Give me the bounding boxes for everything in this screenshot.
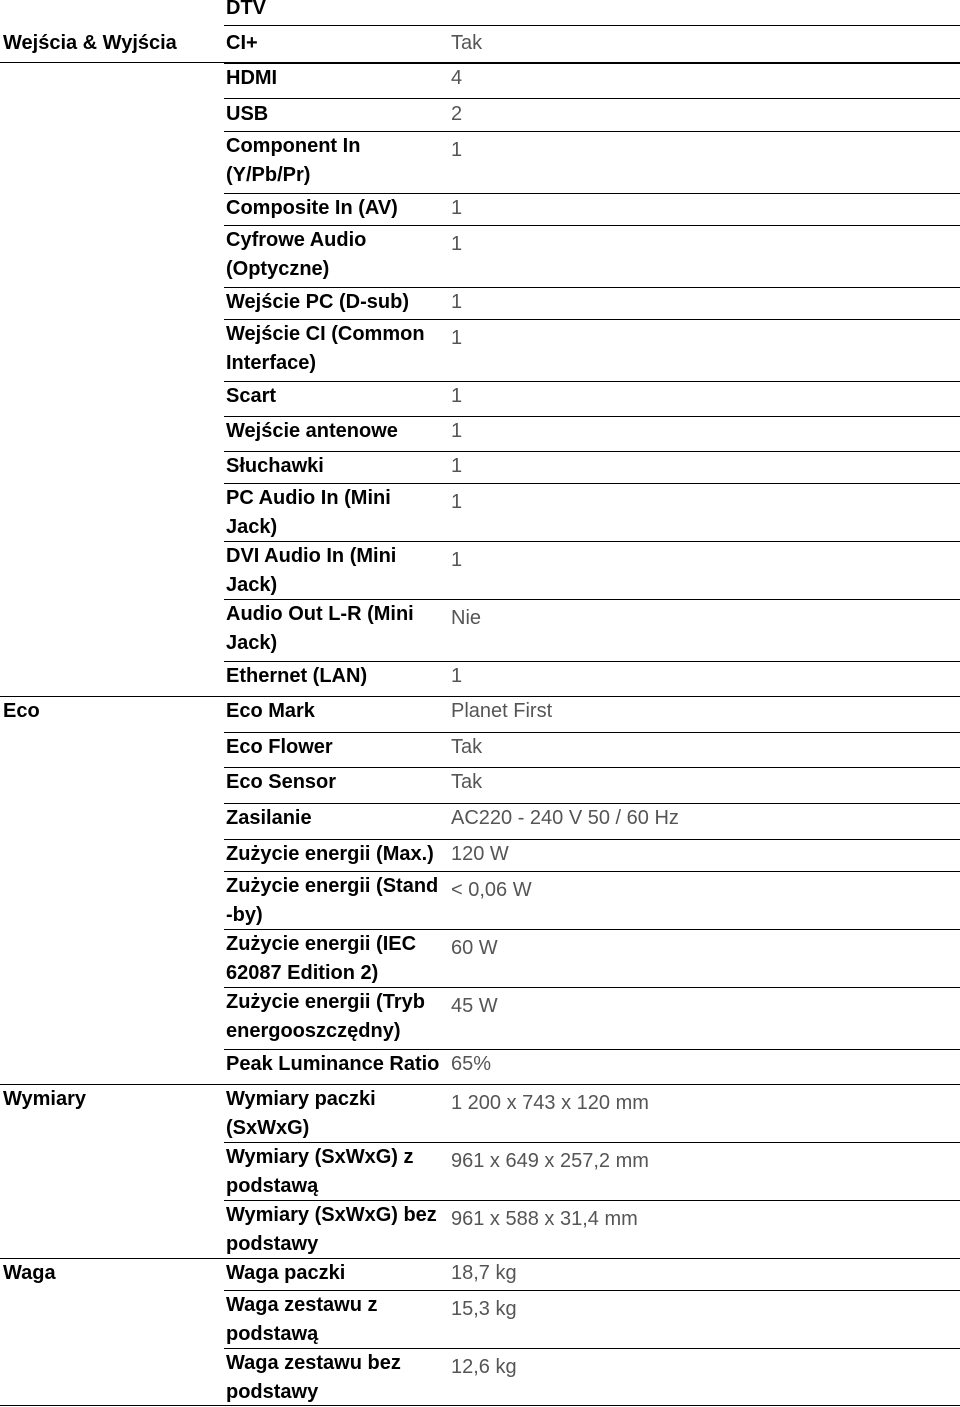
spec-value: 1 — [451, 385, 463, 407]
spec-label: CI+ — [226, 32, 258, 54]
spec-label: Wejście CI (Common Interface) — [226, 323, 425, 374]
spec-value: 1 — [451, 665, 463, 687]
spec-value: 12,6 kg — [451, 1356, 517, 1378]
spec-label: Wymiary paczki (SxWxG) — [226, 1088, 376, 1139]
spec-label: Słuchawki — [226, 455, 324, 477]
spec-label: PC Audio In (Mini Jack) — [226, 487, 391, 538]
spec-label: Peak Luminance Ratio — [226, 1053, 440, 1075]
section-category: Wejścia & Wyjścia — [3, 32, 177, 54]
spec-label: Zasilanie — [226, 807, 312, 829]
spec-value: Planet First — [451, 700, 553, 722]
spec-value: Tak — [451, 771, 483, 793]
spec-value: 1 — [451, 291, 463, 313]
spec-value: 60 W — [451, 937, 498, 959]
spec-value: 1 — [451, 139, 463, 161]
section-category: Wymiary — [3, 1088, 87, 1110]
spec-label: Ethernet (LAN) — [226, 665, 368, 687]
spec-value: Nie — [451, 607, 482, 629]
spec-label: Wejście antenowe — [226, 420, 398, 442]
spec-value: 45 W — [451, 995, 498, 1017]
spec-value: 1 — [451, 420, 463, 442]
spec-value: 1 — [451, 491, 463, 513]
spec-value: 1 — [451, 197, 463, 219]
spec-label: Eco Mark — [226, 700, 315, 722]
spec-label: HDMI — [226, 67, 278, 89]
spec-label: Scart — [226, 385, 277, 407]
section-category: Waga — [3, 1262, 56, 1284]
spec-label: Zużycie energii (Max.) — [226, 843, 434, 865]
section-separator — [0, 1084, 960, 1085]
section-separator — [0, 62, 960, 63]
spec-label: Zużycie energii (Tryb energooszczędny) — [226, 991, 425, 1042]
spec-value: 15,3 kg — [451, 1298, 517, 1320]
spec-value: 1 — [451, 327, 463, 349]
spec-value: 1 200 x 743 x 120 mm — [451, 1092, 649, 1114]
spec-value: 1 — [451, 455, 463, 477]
spec-value: 1 — [451, 233, 463, 255]
spec-label: Composite In (AV) — [226, 197, 398, 219]
row-separator — [224, 25, 960, 26]
spec-value: Tak — [451, 32, 483, 54]
spec-value: AC220 - 240 V 50 / 60 Hz — [451, 807, 679, 829]
spec-label: Zużycie energii (IEC 62087 Edition 2) — [226, 933, 417, 984]
spec-value: 4 — [451, 67, 463, 89]
table-heading: DTV — [226, 0, 266, 19]
spec-label: Wymiary (SxWxG) z podstawą — [226, 1146, 414, 1197]
spec-label: Waga paczki — [226, 1262, 346, 1284]
spec-label: Cyfrowe Audio (Optyczne) — [226, 229, 367, 280]
spec-value: Tak — [451, 736, 483, 758]
spec-value: 961 x 649 x 257,2 mm — [451, 1150, 649, 1172]
spec-value: < 0,06 W — [451, 879, 532, 901]
spec-label: Wejście PC (D-sub) — [226, 291, 409, 313]
spec-label: Zużycie energii (Stand -by) — [226, 875, 439, 926]
spec-label: Waga zestawu bez podstawy — [226, 1352, 401, 1403]
spec-value: 2 — [451, 103, 463, 125]
spec-label: Audio Out L-R (Mini Jack) — [226, 603, 414, 654]
spec-label: DVI Audio In (Mini Jack) — [226, 545, 397, 596]
row-separator — [224, 98, 960, 99]
spec-value: 120 W — [451, 843, 509, 865]
spec-label: Eco Flower — [226, 736, 333, 758]
section-category: Eco — [3, 700, 40, 722]
spec-value: 1 — [451, 549, 463, 571]
spec-label: Eco Sensor — [226, 771, 337, 793]
spec-label: Waga zestawu z podstawą — [226, 1294, 378, 1345]
spec-label: Component In (Y/Pb/Pr) — [226, 135, 361, 186]
spec-label: Wymiary (SxWxG) bez podstawy — [226, 1204, 437, 1255]
spec-value: 961 x 588 x 31,4 mm — [451, 1208, 638, 1230]
spec-value: 18,7 kg — [451, 1262, 517, 1284]
spec-value: 65% — [451, 1053, 492, 1075]
spec-label: USB — [226, 103, 269, 125]
